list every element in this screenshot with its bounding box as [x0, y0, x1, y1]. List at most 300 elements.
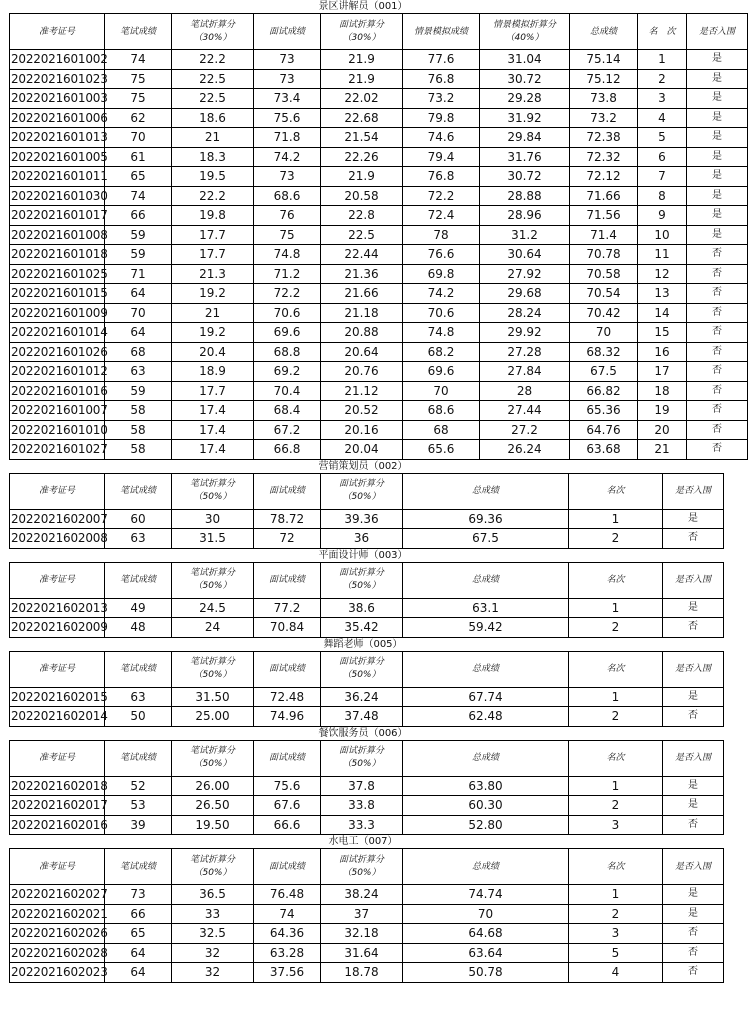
table-row: [10, 943, 724, 963]
cell: 28.88: [480, 186, 570, 206]
col-header-total: 总成绩: [403, 849, 569, 885]
cell: 63.80: [403, 776, 569, 796]
table-row: [10, 924, 724, 944]
col-header-interview-weighted: [321, 651, 403, 687]
header-row: [10, 849, 724, 885]
table-row: [10, 303, 748, 323]
cell: 21.3: [172, 264, 254, 284]
cell: 61: [105, 147, 172, 167]
cell-id: 2022021601017: [10, 206, 105, 226]
col-header-written: 笔试成绩: [105, 473, 172, 509]
header-row: [10, 14, 748, 50]
cell: 72.2: [254, 284, 321, 304]
cell-qualified: 是: [663, 687, 724, 707]
cell: 71.2: [254, 264, 321, 284]
cell-qualified: 是: [663, 796, 724, 816]
cell: 2: [569, 618, 663, 638]
cell: 2: [569, 707, 663, 727]
cell: 74.6: [403, 128, 480, 148]
cell: 65: [105, 167, 172, 187]
cell: 21.9: [321, 69, 403, 89]
table-row: [10, 89, 748, 109]
cell: 70.58: [570, 264, 638, 284]
col-header-label: 笔试折算分 （50%）: [189, 568, 235, 591]
cell: 22.2: [172, 186, 254, 206]
table-row: [10, 381, 748, 401]
cell: 72.2: [403, 186, 480, 206]
table-row: [10, 342, 748, 362]
cell: 64.36: [254, 924, 321, 944]
cell: 58: [105, 420, 172, 440]
table-row: [10, 776, 724, 796]
table-row: [10, 108, 748, 128]
cell: 20.52: [321, 401, 403, 421]
cell: 1: [569, 598, 663, 618]
cell-qualified: 否: [687, 342, 748, 362]
cell-id: 2022021601015: [10, 284, 105, 304]
cell: 12: [638, 264, 687, 284]
cell: 27.84: [480, 362, 570, 382]
cell: 70: [403, 904, 569, 924]
cell: 20.76: [321, 362, 403, 382]
cell: 21: [638, 440, 687, 460]
cell: 1: [569, 687, 663, 707]
cell: 11: [638, 245, 687, 265]
cell: 1: [569, 885, 663, 905]
cell: 67.74: [403, 687, 569, 707]
cell-qualified: 是: [663, 904, 724, 924]
table-row: [10, 147, 748, 167]
cell-id: 2022021601026: [10, 342, 105, 362]
cell: 71.8: [254, 128, 321, 148]
table-row: [10, 284, 748, 304]
cell-id: 2022021601013: [10, 128, 105, 148]
col-header-qualified: 是否入围: [687, 14, 748, 50]
cell: 77.2: [254, 598, 321, 618]
cell: 17: [638, 362, 687, 382]
cell: 29.84: [480, 128, 570, 148]
cell: 21.12: [321, 381, 403, 401]
cell: 4: [638, 108, 687, 128]
cell: 17.7: [172, 225, 254, 245]
cell: 60.30: [403, 796, 569, 816]
col-header-qualified: 是否入围: [663, 849, 724, 885]
cell: 21: [172, 128, 254, 148]
cell: 71: [105, 264, 172, 284]
cell: 19.50: [172, 815, 254, 835]
cell: 13: [638, 284, 687, 304]
cell: 21.9: [321, 50, 403, 70]
col-header-qualified: 是否入围: [663, 473, 724, 509]
cell: 37.8: [321, 776, 403, 796]
cell-qualified: 否: [687, 420, 748, 440]
cell: 74.2: [254, 147, 321, 167]
cell: 76.6: [403, 245, 480, 265]
table-row: [10, 815, 724, 835]
cell: 7: [638, 167, 687, 187]
table-row: [10, 796, 724, 816]
header-row: [10, 740, 724, 776]
cell-qualified: 否: [687, 303, 748, 323]
cell: 32: [172, 943, 254, 963]
cell: 1: [638, 50, 687, 70]
section-title-guide: 景区讲解员（001）: [318, 1, 408, 12]
cell-qualified: 是: [687, 108, 748, 128]
cell: 66.6: [254, 815, 321, 835]
col-header-interview-weighted: [321, 473, 403, 509]
cell: 68.8: [254, 342, 321, 362]
cell: 48: [105, 618, 172, 638]
cell: 22.68: [321, 108, 403, 128]
col-header-id: 准考证号: [10, 473, 105, 509]
cell: 75: [254, 225, 321, 245]
cell-qualified: 否: [687, 284, 748, 304]
col-header-written-weighted: [172, 651, 254, 687]
cell: 59: [105, 225, 172, 245]
cell: 17.7: [172, 381, 254, 401]
results-table-catering: [9, 740, 724, 836]
cell: 19.2: [172, 323, 254, 343]
cell-qualified: 否: [663, 815, 724, 835]
cell: 17.4: [172, 440, 254, 460]
cell: 32.18: [321, 924, 403, 944]
cell-id: 2022021602013: [10, 598, 105, 618]
cell: 29.28: [480, 89, 570, 109]
cell: 20: [638, 420, 687, 440]
cell: 74.8: [254, 245, 321, 265]
table-row: [10, 245, 748, 265]
cell: 50.78: [403, 963, 569, 983]
cell: 37.56: [254, 963, 321, 983]
cell: 59.42: [403, 618, 569, 638]
cell-id: 2022021602008: [10, 529, 105, 549]
cell: 73: [254, 50, 321, 70]
cell: 10: [638, 225, 687, 245]
col-header-total: 总成绩: [570, 14, 638, 50]
cell: 72.32: [570, 147, 638, 167]
col-header-written: 笔试成绩: [105, 740, 172, 776]
col-header-total: 总成绩: [403, 473, 569, 509]
cell: 22.5: [321, 225, 403, 245]
table-row: [10, 618, 724, 638]
cell-id: 2022021601023: [10, 69, 105, 89]
col-header-id: 准考证号: [10, 14, 105, 50]
col-header-written: 笔试成绩: [105, 562, 172, 598]
col-header-interview-weighted: [321, 562, 403, 598]
table-row: [10, 598, 724, 618]
col-header-label: 面试折算分 （30%）: [338, 19, 384, 43]
cell: 17.7: [172, 245, 254, 265]
cell: 62: [105, 108, 172, 128]
cell: 64: [105, 943, 172, 963]
cell: 1: [569, 509, 663, 529]
cell: 20.64: [321, 342, 403, 362]
cell: 74: [254, 904, 321, 924]
cell-qualified: 是: [663, 598, 724, 618]
cell: 32.5: [172, 924, 254, 944]
col-header-interview: 面试成绩: [254, 849, 321, 885]
col-header-interview-weighted: [321, 14, 403, 50]
cell: 70.54: [570, 284, 638, 304]
cell: 31.92: [480, 108, 570, 128]
cell: 27.44: [480, 401, 570, 421]
cell: 26.24: [480, 440, 570, 460]
table-row: [10, 707, 724, 727]
cell: 22.02: [321, 89, 403, 109]
cell-id: 2022021602026: [10, 924, 105, 944]
cell: 3: [638, 89, 687, 109]
cell: 14: [638, 303, 687, 323]
cell: 36.24: [321, 687, 403, 707]
table-row: [10, 264, 748, 284]
cell: 73: [254, 69, 321, 89]
cell: 26.00: [172, 776, 254, 796]
cell-qualified: 是: [687, 50, 748, 70]
cell: 22.44: [321, 245, 403, 265]
table-row: [10, 225, 748, 245]
cell: 19.5: [172, 167, 254, 187]
cell: 64: [105, 323, 172, 343]
table-row: [10, 420, 748, 440]
cell: 31.04: [480, 50, 570, 70]
cell: 62.48: [403, 707, 569, 727]
cell: 68.32: [570, 342, 638, 362]
cell: 33.3: [321, 815, 403, 835]
table-row: [10, 69, 748, 89]
section-title-designer: 平面设计师（003）: [318, 549, 408, 561]
cell: 24.5: [172, 598, 254, 618]
cell: 67.5: [570, 362, 638, 382]
col-header-label: 情景模拟折算分 （40%）: [492, 19, 556, 43]
cell: 73.2: [570, 108, 638, 128]
col-header-simulation-weighted: [480, 14, 570, 50]
cell: 65: [105, 924, 172, 944]
table-row: [10, 323, 748, 343]
cell-id: 2022021601011: [10, 167, 105, 187]
cell: 63.28: [254, 943, 321, 963]
cell: 74: [105, 186, 172, 206]
cell: 74: [105, 50, 172, 70]
col-header-rank: 名次: [569, 651, 663, 687]
cell: 63.1: [403, 598, 569, 618]
cell-qualified: 是: [687, 69, 748, 89]
cell: 31.76: [480, 147, 570, 167]
cell-qualified: 否: [663, 963, 724, 983]
cell: 32: [172, 963, 254, 983]
cell: 38.24: [321, 885, 403, 905]
cell: 71.4: [570, 225, 638, 245]
cell-qualified: 是: [687, 89, 748, 109]
cell-id: 2022021601007: [10, 401, 105, 421]
cell: 68.6: [254, 186, 321, 206]
col-header-id: 准考证号: [10, 562, 105, 598]
cell: 78: [403, 225, 480, 245]
col-header-label: 笔试折算分 （30%）: [189, 19, 235, 43]
cell-qualified: 是: [687, 186, 748, 206]
col-header-label: 面试折算分 （50%）: [338, 479, 384, 502]
cell-id: 2022021601027: [10, 440, 105, 460]
cell: 29.92: [480, 323, 570, 343]
cell: 63.64: [403, 943, 569, 963]
cell: 65.6: [403, 440, 480, 460]
table-row: [10, 440, 748, 460]
cell: 69.8: [403, 264, 480, 284]
cell: 73.8: [570, 89, 638, 109]
col-header-interview-weighted: [321, 849, 403, 885]
cell: 30.72: [480, 167, 570, 187]
col-header-label: 笔试折算分 （50%）: [189, 746, 235, 769]
results-table-designer: [9, 562, 724, 638]
cell: 17.4: [172, 420, 254, 440]
cell: 49: [105, 598, 172, 618]
cell: 63: [105, 362, 172, 382]
col-header-interview: 面试成绩: [254, 740, 321, 776]
section-title-marketing: 营销策划员（002）: [318, 460, 408, 472]
cell-id: 2022021602021: [10, 904, 105, 924]
cell: 17.4: [172, 401, 254, 421]
cell: 29.68: [480, 284, 570, 304]
cell: 75.6: [254, 776, 321, 796]
cell: 21.66: [321, 284, 403, 304]
cell: 37: [321, 904, 403, 924]
col-header-id: 准考证号: [10, 740, 105, 776]
col-header-interview: 面试成绩: [254, 14, 321, 50]
cell: 63: [105, 529, 172, 549]
col-header-total: 总成绩: [403, 651, 569, 687]
cell: 9: [638, 206, 687, 226]
cell-qualified: 是: [687, 206, 748, 226]
cell: 64.68: [403, 924, 569, 944]
cell: 73: [254, 167, 321, 187]
table-row: [10, 963, 724, 983]
table-row: [10, 362, 748, 382]
cell: 33.8: [321, 796, 403, 816]
cell: 75.14: [570, 50, 638, 70]
cell: 28: [480, 381, 570, 401]
cell: 64: [105, 963, 172, 983]
cell-id: 2022021602007: [10, 509, 105, 529]
cell: 38.6: [321, 598, 403, 618]
cell: 22.5: [172, 69, 254, 89]
cell-id: 2022021601010: [10, 420, 105, 440]
cell: 59: [105, 245, 172, 265]
cell-id: 2022021602015: [10, 687, 105, 707]
cell: 37.48: [321, 707, 403, 727]
section-title-catering: 餐饮服务员（006）: [318, 727, 408, 739]
cell: 72: [254, 529, 321, 549]
cell: 28.96: [480, 206, 570, 226]
cell: 65.36: [570, 401, 638, 421]
cell: 58: [105, 401, 172, 421]
results-table-guide: [9, 13, 748, 460]
cell: 6: [638, 147, 687, 167]
table-row: [10, 186, 748, 206]
cell: 73.4: [254, 89, 321, 109]
cell: 66: [105, 206, 172, 226]
cell: 36: [321, 529, 403, 549]
cell: 21.54: [321, 128, 403, 148]
cell: 20.16: [321, 420, 403, 440]
cell: 18: [638, 381, 687, 401]
cell: 74.8: [403, 323, 480, 343]
cell: 5: [638, 128, 687, 148]
cell: 78.72: [254, 509, 321, 529]
cell: 35.42: [321, 618, 403, 638]
col-header-id: 准考证号: [10, 849, 105, 885]
cell-id: 2022021601006: [10, 108, 105, 128]
cell: 72.38: [570, 128, 638, 148]
cell: 27.28: [480, 342, 570, 362]
col-header-written-weighted: [172, 740, 254, 776]
header-row: [10, 651, 724, 687]
cell-qualified: 否: [687, 362, 748, 382]
cell-id: 2022021602018: [10, 776, 105, 796]
cell: 33: [172, 904, 254, 924]
cell: 72.4: [403, 206, 480, 226]
cell: 2: [569, 904, 663, 924]
col-header-interview: 面试成绩: [254, 562, 321, 598]
cell: 76.8: [403, 69, 480, 89]
cell: 67.2: [254, 420, 321, 440]
cell-qualified: 是: [687, 128, 748, 148]
cell: 68: [105, 342, 172, 362]
cell-qualified: 否: [687, 440, 748, 460]
cell: 73.2: [403, 89, 480, 109]
cell: 72.12: [570, 167, 638, 187]
table-row: [10, 206, 748, 226]
cell: 68.6: [403, 401, 480, 421]
cell: 58: [105, 440, 172, 460]
cell: 71.66: [570, 186, 638, 206]
cell: 31.2: [480, 225, 570, 245]
cell-id: 2022021601002: [10, 50, 105, 70]
cell: 31.50: [172, 687, 254, 707]
cell: 8: [638, 186, 687, 206]
cell-id: 2022021601030: [10, 186, 105, 206]
cell: 63: [105, 687, 172, 707]
col-header-written-weighted: [172, 849, 254, 885]
cell: 60: [105, 509, 172, 529]
cell-id: 2022021602016: [10, 815, 105, 835]
col-header-written: 笔试成绩: [105, 14, 172, 50]
cell: 75.6: [254, 108, 321, 128]
cell: 16: [638, 342, 687, 362]
cell: 74.96: [254, 707, 321, 727]
cell: 31.64: [321, 943, 403, 963]
cell: 69.6: [403, 362, 480, 382]
cell: 69.6: [254, 323, 321, 343]
cell: 39.36: [321, 509, 403, 529]
cell: 74.2: [403, 284, 480, 304]
cell: 20.4: [172, 342, 254, 362]
cell: 30.64: [480, 245, 570, 265]
cell-qualified: 是: [663, 885, 724, 905]
cell-id: 2022021602014: [10, 707, 105, 727]
cell-qualified: 否: [663, 529, 724, 549]
cell-id: 2022021601009: [10, 303, 105, 323]
table-row: [10, 509, 724, 529]
col-header-label: 面试折算分 （50%）: [338, 568, 384, 591]
table-row: [10, 128, 748, 148]
cell: 70.78: [570, 245, 638, 265]
cell: 1: [569, 776, 663, 796]
cell-qualified: 否: [687, 245, 748, 265]
cell: 72.48: [254, 687, 321, 707]
col-header-rank: 名次: [569, 473, 663, 509]
col-header-label: 笔试折算分 （50%）: [189, 479, 235, 502]
cell-qualified: 否: [687, 264, 748, 284]
col-header-simulation: 情景模拟成绩: [403, 14, 480, 50]
